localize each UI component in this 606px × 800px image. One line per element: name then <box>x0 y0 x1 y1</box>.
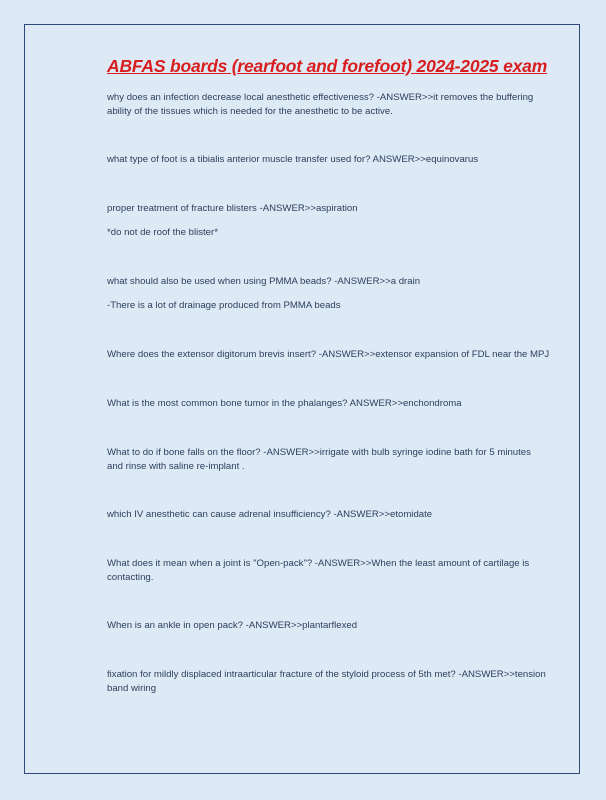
qa-item: What is the most common bone tumor in the phalanges? ANSWER>>enchondroma <box>107 398 462 409</box>
qa-item: what should also be used when using PMMA beads? -ANSWER>>a drain <box>107 276 421 287</box>
qa-item: why does an infection decrease local anesthetic effectiveness? -ANSWER>>it removes the buffering ability of the tissues which is needed for the anesthetic to be active. <box>107 92 534 117</box>
qa-item: What to do if bone falls on the floor? -ANSWER>>irrigate with bulb syringe iodine bath for 5 minutes and rinse with saline re-implant . <box>107 447 531 472</box>
qa-item: which IV anesthetic can cause adrenal insufficiency? -ANSWER>>etomidate <box>107 509 433 520</box>
qa-item: Where does the extensor digitorum brevis insert? -ANSWER>>extensor expansion of FDL near the MPJ <box>107 349 550 360</box>
qa-item: what type of foot is a tibialis anterior muscle transfer used for? ANSWER>>equinovarus <box>107 154 479 165</box>
qa-item: fixation for mildly displaced intraarticular fracture of the styloid process of 5th met? -ANSWER>>tension band wiring <box>107 669 546 694</box>
qa-note: *do not de roof the blister* <box>107 227 218 238</box>
qa-item: When is an ankle in open pack? -ANSWER>>plantarflexed <box>107 620 358 631</box>
qa-item: What does it mean when a joint is "Open-pack"? -ANSWER>>When the least amount of cartilage is contacting. <box>107 558 530 583</box>
qa-item: proper treatment of fracture blisters -ANSWER>>aspiration <box>107 203 358 214</box>
qa-note: -There is a lot of drainage produced from PMMA beads <box>107 300 341 311</box>
document-title: ABFAS boards (rearfoot and forefoot) 2024-2025 exam <box>107 56 548 76</box>
